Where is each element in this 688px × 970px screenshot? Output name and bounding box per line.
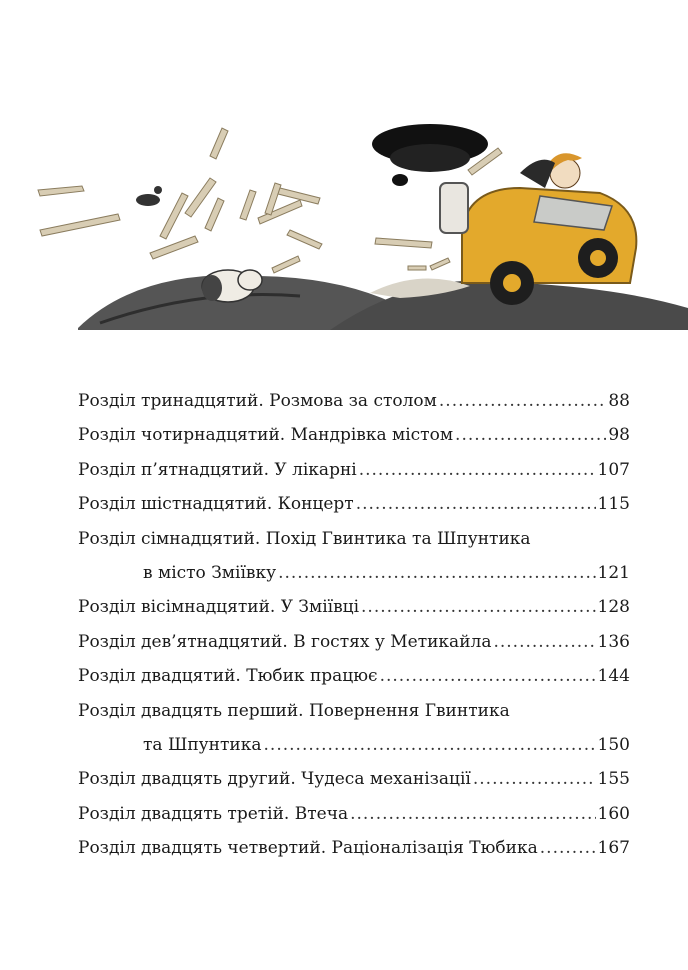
toc-entry-title: Розділ двадцять перший. Повернення Гвинтика xyxy=(78,700,510,721)
dot-leader xyxy=(455,418,606,452)
toc-entry-title: Розділ п’ятнадцятий. У лікарні xyxy=(78,459,357,480)
dot-leader xyxy=(264,728,596,762)
toc-entry xyxy=(78,659,630,693)
driver xyxy=(520,153,582,188)
toc-page-number: 115 xyxy=(597,494,630,515)
dot-leader xyxy=(380,659,596,693)
toc-entry-title: Розділ двадцять третій. Втеча xyxy=(78,803,349,824)
dot-leader xyxy=(493,625,595,659)
toc-page-number: 155 xyxy=(597,769,630,790)
dot-leader xyxy=(473,762,596,796)
toc-page-number: 167 xyxy=(597,838,630,859)
toc-entry-title: Розділ двадцятий. Тюбик працює xyxy=(78,666,378,687)
toc-entry xyxy=(78,831,630,865)
toc-page-number: 150 xyxy=(597,734,630,755)
bird xyxy=(136,186,162,206)
toc-entry xyxy=(78,797,630,831)
toc-entry xyxy=(78,487,630,521)
toc-entry xyxy=(78,418,630,452)
dot-leader xyxy=(278,556,595,590)
toc-entry xyxy=(78,522,630,556)
hat xyxy=(372,124,488,186)
toc-entry-title: Розділ шістнадцятий. Концерт xyxy=(78,494,354,515)
table-of-contents xyxy=(78,384,630,865)
toc-page-number: 121 xyxy=(597,562,630,583)
toc-entry xyxy=(78,694,630,728)
toc-entry xyxy=(78,728,630,762)
toc-entry-title: в місто Зміївку xyxy=(143,562,277,583)
toc-entry-title: Розділ двадцять другий. Чудеса механізації xyxy=(78,769,471,790)
toc-page-number: 160 xyxy=(597,803,630,824)
toc-entry-title: Розділ двадцять четвертий. Раціоналізація Тюбика xyxy=(78,838,538,859)
toc-page-number: 98 xyxy=(608,425,630,446)
dot-leader xyxy=(540,831,596,865)
dot-leader xyxy=(439,384,606,418)
dot-leader xyxy=(350,797,595,831)
toc-entry-title: Розділ чотирнадцятий. Мандрівка містом xyxy=(78,425,454,446)
toc-entry xyxy=(78,453,630,487)
toc-entry-title: Розділ дев’ятнадцятий. В гостях у Метикайла xyxy=(78,631,492,652)
toc-entry-title: Розділ тринадцятий. Розмова за столом xyxy=(78,391,437,411)
toc-page-number: 88 xyxy=(608,391,630,411)
dot-leader xyxy=(356,487,596,521)
toc-entry xyxy=(78,625,630,659)
toc-entry-title: та Шпунтика xyxy=(143,734,262,755)
toc-entry xyxy=(78,556,630,590)
toc-entry xyxy=(78,590,630,624)
toc-page-number: 107 xyxy=(597,459,630,480)
toc-page-number: 136 xyxy=(597,631,630,652)
dot-leader xyxy=(361,590,596,624)
book-illustration xyxy=(0,118,688,338)
toc-entry-title: Розділ вісімнадцятий. У Зміївці xyxy=(78,597,360,618)
dot-leader xyxy=(359,453,596,487)
toc-entry-title: Розділ сімнадцятий. Похід Гвинтика та Шпунтика xyxy=(78,528,531,549)
toc-entry xyxy=(78,384,630,418)
toc-page-number: 144 xyxy=(597,666,630,687)
toc-entry xyxy=(78,762,630,796)
toc-page-number: 128 xyxy=(597,597,630,618)
